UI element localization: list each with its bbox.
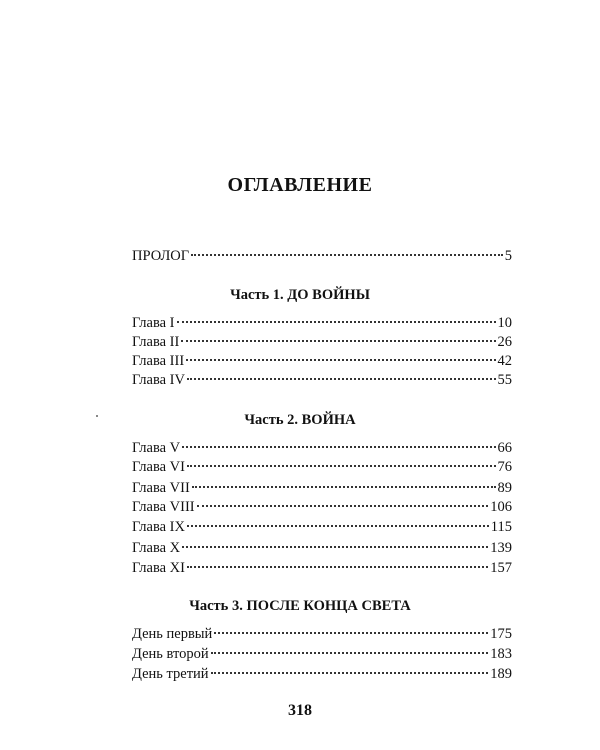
toc-entry: [132, 560, 512, 580]
dot-leader: [177, 321, 496, 323]
dot-leader: [211, 652, 489, 654]
toc-entry: [132, 626, 512, 646]
toc-entry: [132, 519, 512, 539]
toc-entry: [132, 353, 512, 373]
toc-entry-label: День третий: [132, 666, 209, 682]
toc-entry-page: 157: [490, 560, 512, 576]
dot-leader: [214, 632, 488, 634]
toc-entry: [132, 540, 512, 560]
toc-entry: [132, 315, 512, 335]
toc-entry-page: 10: [497, 315, 512, 331]
toc-entry-page: 66: [497, 440, 512, 456]
toc-entry-label: Глава VIII: [132, 499, 195, 515]
toc-entry-page: 55: [497, 372, 512, 388]
toc-entry-label: Глава X: [132, 540, 181, 556]
toc-entry-label: Глава IV: [132, 372, 185, 388]
dot-leader: [211, 672, 489, 674]
toc-entry-page: 106: [490, 499, 512, 515]
toc-entry-page: 89: [497, 480, 512, 496]
dot-leader: [182, 446, 495, 448]
toc-entry-label: ПРОЛОГ: [132, 248, 190, 264]
dot-leader: [187, 465, 496, 467]
toc-entry: [132, 372, 512, 392]
toc-entry-page: 175: [490, 626, 512, 642]
toc-entry: [132, 440, 512, 460]
dot-leader: [191, 254, 503, 256]
part-heading: Часть 2. ВОЙНА: [244, 412, 356, 428]
toc-entry-page: 139: [490, 540, 512, 556]
toc-entry: [132, 499, 512, 519]
toc-entry-prologue: [132, 248, 512, 268]
toc-entry-label: Глава IX: [132, 519, 185, 535]
dot-leader: [192, 486, 496, 488]
toc-entry-label: День первый: [132, 626, 213, 642]
dot-leader: [187, 525, 489, 527]
toc-entry: [132, 666, 512, 686]
toc-entry-label: Глава III: [132, 353, 185, 369]
dot-leader: [187, 566, 488, 568]
toc-entry: [132, 459, 512, 479]
toc-entry-label: Глава VII: [132, 480, 190, 496]
toc-entry-label: Глава XI: [132, 560, 185, 576]
page-number: 318: [288, 702, 312, 719]
toc-entry-label: Глава V: [132, 440, 181, 456]
toc-entry: [132, 646, 512, 666]
toc-entry: [132, 480, 512, 500]
page-title: ОГЛАВЛЕНИЕ: [227, 174, 373, 196]
toc-entry-page: 115: [490, 519, 512, 535]
toc-entry-label: Глава I: [132, 315, 175, 331]
toc-entry-label: Глава II: [132, 334, 180, 350]
toc-entry-label: Глава VI: [132, 459, 185, 475]
dot-leader: [182, 546, 488, 548]
part-heading: Часть 3. ПОСЛЕ КОНЦА СВЕТА: [189, 598, 411, 614]
dot-leader: [197, 505, 489, 507]
toc-entry-page: 42: [497, 353, 512, 369]
toc-entry-page: 183: [490, 646, 512, 662]
toc-entry-page: 76: [497, 459, 512, 475]
toc-entry: [132, 334, 512, 354]
dot-leader: [187, 378, 496, 380]
toc-entry-page: 189: [490, 666, 512, 682]
dot-leader: [181, 340, 495, 342]
toc-entry-page: 5: [504, 248, 512, 264]
part-heading: Часть 1. ДО ВОЙНЫ: [230, 287, 370, 303]
toc-entry-page: 26: [497, 334, 512, 350]
toc-entry-label: День второй: [132, 646, 209, 662]
dot-leader: [186, 359, 495, 361]
